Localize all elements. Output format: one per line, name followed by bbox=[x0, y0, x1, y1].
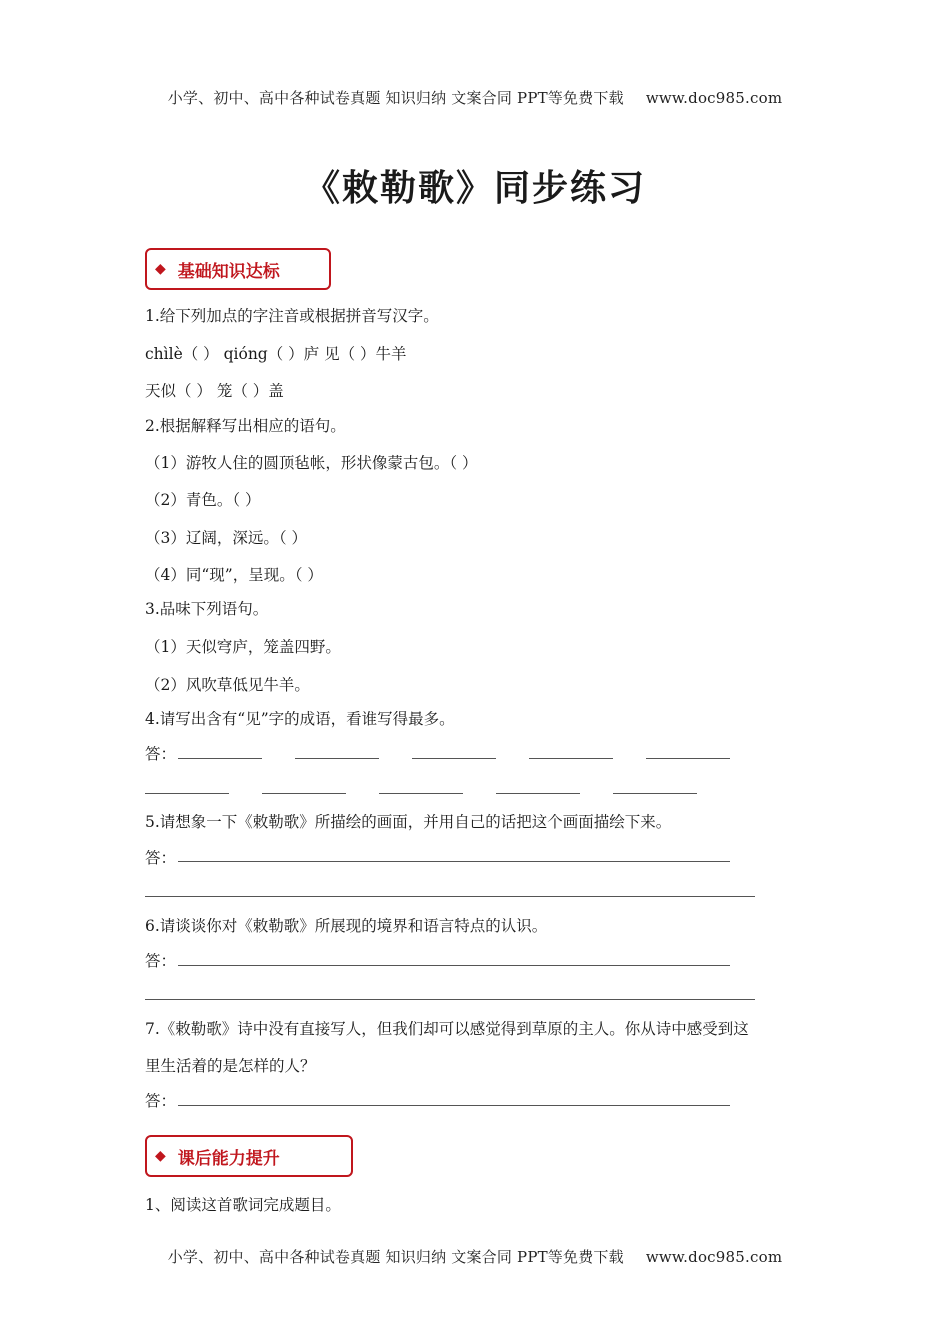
answer-blank[interactable] bbox=[295, 758, 379, 759]
question-2-item-2: （2）青色。（ ） bbox=[145, 491, 261, 509]
section-basic-label: 基础知识达标 bbox=[177, 261, 280, 282]
answer-line[interactable] bbox=[178, 965, 730, 966]
answer-label: 答： bbox=[145, 1092, 177, 1110]
page-footer bbox=[0, 1246, 950, 1267]
question-7-line-2: 里生活着的是怎样的人？ bbox=[145, 1057, 316, 1075]
answer-line[interactable] bbox=[178, 1105, 730, 1106]
answer-blank[interactable] bbox=[178, 758, 262, 759]
answer-label: 答： bbox=[145, 745, 177, 763]
diamond-icon: ◆ bbox=[155, 261, 166, 277]
question-3-item-2: （2）风吹草低见牛羊。 bbox=[145, 676, 310, 694]
answer-line[interactable] bbox=[145, 896, 755, 897]
question-1-line-2: 天似（ ） 笼（ ）盖 bbox=[145, 382, 284, 400]
answer-blank[interactable] bbox=[529, 758, 613, 759]
section-advanced bbox=[145, 1135, 353, 1177]
section-basic bbox=[145, 248, 331, 290]
footer-url: www.doc985.com bbox=[645, 1248, 783, 1266]
answer-label: 答： bbox=[145, 849, 177, 867]
question-2-item-1: （1）游牧人住的圆顶毡帐，形状像蒙古包。（ ） bbox=[145, 454, 478, 472]
answer-line[interactable] bbox=[178, 861, 730, 862]
section-advanced-label: 课后能力提升 bbox=[177, 1148, 280, 1169]
question-2-item-4: （4）同“现”，呈现。（ ） bbox=[145, 566, 323, 584]
answer-blank[interactable] bbox=[145, 793, 229, 794]
header-text: 小学、初中、高中各种试卷真题 知识归纳 文案合同 PPT等免费下载 bbox=[167, 89, 624, 107]
answer-blank[interactable] bbox=[646, 758, 730, 759]
answer-line[interactable] bbox=[145, 999, 755, 1000]
question-2-item-3: （3）辽阔，深远。（ ） bbox=[145, 529, 308, 547]
question-1-line-1: chìlè（ ） qióng（ ）庐 见（ ）牛羊 bbox=[145, 345, 407, 363]
question-7-line-1: 7.《敕勒歌》诗中没有直接写人，但我们却可以感觉得到草原的主人。你从诗中感受到这 bbox=[145, 1020, 749, 1038]
question-6: 6.请谈谈你对《敕勒歌》所展现的境界和语言特点的认识。 bbox=[145, 917, 548, 935]
question-5: 5.请想象一下《敕勒歌》所描绘的画面，并用自己的话把这个画面描绘下来。 bbox=[145, 813, 672, 831]
footer-text: 小学、初中、高中各种试卷真题 知识归纳 文案合同 PPT等免费下载 bbox=[167, 1248, 624, 1266]
answer-blank[interactable] bbox=[613, 793, 697, 794]
question-3: 3.品味下列语句。 bbox=[145, 600, 269, 618]
answer-blank[interactable] bbox=[496, 793, 580, 794]
question-2: 2.根据解释写出相应的语句。 bbox=[145, 417, 346, 435]
header-url: www.doc985.com bbox=[645, 89, 783, 107]
reading-question: 1、阅读这首歌词完成题目。 bbox=[145, 1196, 341, 1214]
question-4: 4.请写出含有“见”字的成语，看谁写得最多。 bbox=[145, 710, 455, 728]
answer-blank[interactable] bbox=[262, 793, 346, 794]
answer-label: 答： bbox=[145, 952, 177, 970]
answer-blank[interactable] bbox=[412, 758, 496, 759]
question-3-item-1: （1）天似穹庐，笼盖四野。 bbox=[145, 638, 341, 656]
diamond-icon: ◆ bbox=[155, 1148, 166, 1164]
question-1: 1.给下列加点的字注音或根据拼音写汉字。 bbox=[145, 307, 439, 325]
answer-blank[interactable] bbox=[379, 793, 463, 794]
page-title: 《敕勒歌》同步练习 bbox=[303, 167, 646, 209]
page-header bbox=[0, 87, 950, 108]
